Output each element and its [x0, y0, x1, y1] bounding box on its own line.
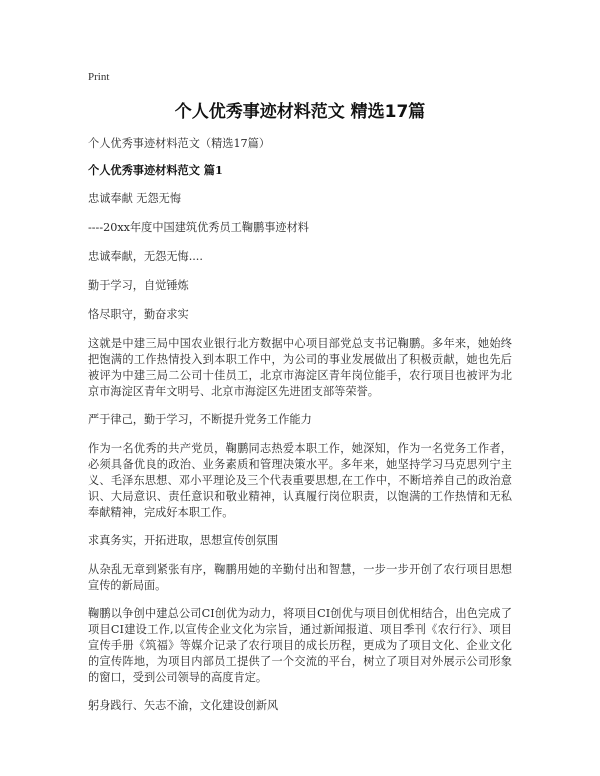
paragraph-duty: 恪尽职守，勤奋求实: [88, 308, 189, 321]
paragraph-subheading: ----20xx年度中国建筑优秀员工鞠鹏事迹材料: [88, 221, 309, 234]
paragraph-heading-propaganda: 求真务实，开拓进取，思想宣传创氛围: [88, 534, 279, 547]
paragraph-intro: 这就是中建三局中国农业银行北方数据中心项目部党总支书记鞠鹏。多年来，她始终把饱满的工作热情投入到本职工作中，为公司的事业发展做出了积极贡献，她也先后被评为中建三局二公司十佳员工，北京市海淀区青年岗位能手，农行项目也被评为北京市海淀区青年文明号、北京市海淀区先进团支部等荣誉。: [88, 337, 512, 398]
section-heading: 个人优秀事迹材料范文 篇1: [88, 163, 223, 177]
document-subtitle: 个人优秀事迹材料范文（精选17篇）: [88, 137, 271, 150]
paragraph-heading-discipline: 严于律己，勤于学习，不断提升党务工作能力: [88, 413, 312, 426]
print-label[interactable]: Print: [88, 71, 110, 83]
paragraph-study: 勤于学习，自觉锤炼: [88, 279, 189, 292]
paragraph-new-situation: 从杂乱无章到紧张有序，鞠鹏用她的辛勤付出和智慧，一步一步开创了农行项目思想宣传的新局面。: [88, 563, 512, 592]
document-title: 个人优秀事迹材料范文 精选17篇: [174, 102, 426, 122]
paragraph-ci-work: 鞠鹏以争创中建总公司CI创优为动力，将项目CI创优与项目创优相结合，出色完成了项目CI建设工作,以宣传企业文化为宗旨，通过新闻报道、项目季刊《农行行》、项目宣传手册《筑福》等媒介记录了农行项目的成长历程，更成为了项目文化、企业文化的宣传阵地，为项目内部员工提供了一个交流的平台，树立了项目对外展示公司形象的窗口，受到公司领导的高度肯定。: [88, 607, 512, 684]
paragraph-heading-culture: 躬身践行、矢志不渝，文化建设创新风: [88, 699, 279, 712]
paragraph-motto: 忠诚奉献 无怨无悔: [88, 192, 182, 205]
paragraph-party-work: 作为一名优秀的共产党员，鞠鹏同志热爱本职工作，她深知，作为一名党务工作者，必须具备优良的政治、业务素质和管理决策水平。多年来，她坚持学习马克思列宁主义、毛泽东思想、邓小平理论及三个代表重要思想,在工作中，不断培养自己的政治意识、大局意识、责任意识和敬业精神，认真履行岗位职责，以饱满的工作热情和无私奉献精神，完成好本职工作。: [88, 442, 512, 519]
paragraph-motto-repeat: 忠诚奉献，无怨无悔....: [88, 250, 203, 263]
